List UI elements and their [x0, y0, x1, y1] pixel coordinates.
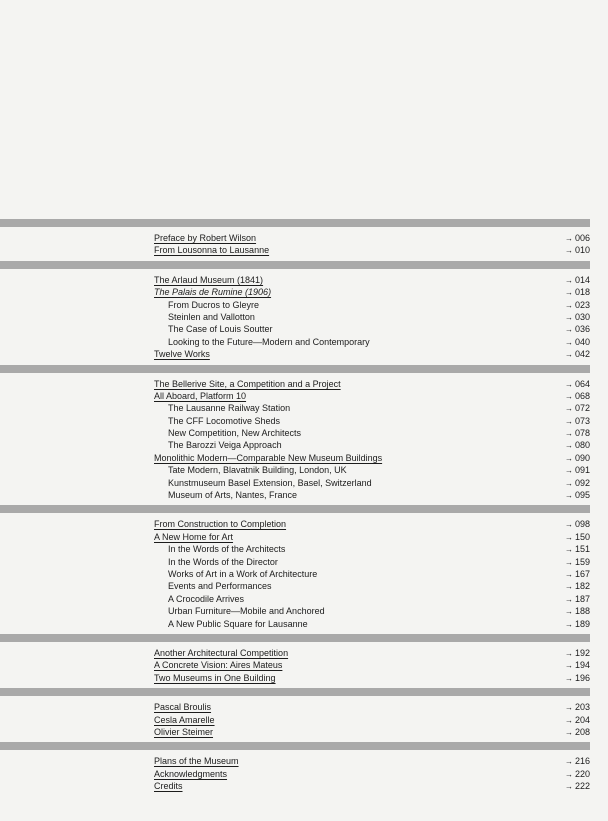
section-divider — [0, 505, 590, 513]
toc-page-number — [560, 580, 590, 593]
page-number-value: 187 — [574, 593, 590, 604]
toc-entry-title: A New Public Square for Lausanne — [168, 618, 308, 629]
arrow-right-icon: → — [564, 350, 573, 360]
arrow-right-icon: → — [564, 715, 573, 725]
toc-page-number — [560, 244, 590, 257]
toc-entry-title[interactable]: From Lousonna to Lausanne — [154, 245, 270, 256]
page-number-value: 078 — [574, 428, 590, 439]
toc-entry-title: Steinlen and Vallotton — [168, 311, 255, 322]
toc-entry-title[interactable]: Cesla Amarelle — [154, 714, 215, 725]
arrow-right-icon: → — [564, 300, 573, 310]
toc-entry-title: A Crocodile Arrives — [168, 593, 245, 604]
toc-page-number — [560, 232, 590, 245]
page-number-value: 204 — [574, 714, 590, 725]
arrow-right-icon: → — [564, 757, 573, 767]
toc-entry[interactable] — [0, 348, 590, 360]
toc-entry-title: Tate Modern, Blavatnik Building, London, UK — [168, 465, 347, 476]
toc-page-number — [560, 780, 590, 793]
page-number-value: 189 — [574, 618, 590, 629]
toc-page-number — [560, 647, 590, 660]
arrow-right-icon: → — [564, 466, 573, 476]
toc-entry[interactable] — [0, 726, 590, 738]
toc-subentry — [0, 402, 590, 414]
toc-entry[interactable] — [0, 768, 590, 780]
toc-entry[interactable] — [0, 531, 590, 543]
toc-entry[interactable] — [0, 452, 590, 464]
arrow-right-icon: → — [564, 673, 573, 683]
toc-page-number — [560, 348, 590, 361]
toc-entry[interactable] — [0, 518, 590, 530]
arrow-right-icon: → — [564, 416, 573, 426]
toc-section — [0, 750, 590, 796]
toc-entry-title: Museum of Arts, Nantes, France — [168, 490, 298, 501]
toc-page-number — [560, 768, 590, 781]
toc-section — [0, 227, 590, 261]
page-number-value: 014 — [574, 274, 590, 285]
toc-page-number — [560, 556, 590, 569]
arrow-right-icon: → — [564, 391, 573, 401]
toc-page-number — [560, 336, 590, 349]
toc-page-number — [560, 415, 590, 428]
toc-subentry — [0, 556, 590, 568]
section-divider — [0, 634, 590, 642]
toc-page-number — [560, 286, 590, 299]
toc-page-number — [560, 464, 590, 477]
toc-entry[interactable] — [0, 701, 590, 713]
page-number-value: 188 — [574, 606, 590, 617]
toc-entry-title: Looking to the Future—Modern and Contemporary — [168, 336, 370, 347]
page-number-value: 023 — [574, 299, 590, 310]
toc-page-number — [560, 531, 590, 544]
toc-page-number — [560, 477, 590, 490]
page-number-value: 092 — [574, 477, 590, 488]
toc-subentry — [0, 580, 590, 592]
toc-entry-title[interactable]: Preface by Robert Wilson — [154, 233, 257, 243]
toc-page-number — [560, 274, 590, 287]
toc-page-number — [560, 618, 590, 631]
arrow-right-icon: → — [564, 491, 573, 501]
page-number-value: 194 — [574, 660, 590, 671]
toc-section — [0, 373, 590, 506]
toc-page-number — [560, 543, 590, 556]
toc-entry[interactable] — [0, 232, 590, 244]
toc-page-number — [560, 672, 590, 685]
toc-page-number — [560, 311, 590, 324]
arrow-right-icon: → — [564, 532, 573, 542]
toc-entry[interactable] — [0, 390, 590, 402]
arrow-right-icon: → — [564, 325, 573, 335]
toc-page-number — [560, 714, 590, 727]
toc-entry[interactable] — [0, 755, 590, 767]
toc-entry-title[interactable]: Pascal Broulis — [154, 702, 212, 713]
toc-entry-title: New Competition, New Architects — [168, 428, 302, 439]
toc-section — [0, 513, 590, 634]
toc-page-number — [560, 402, 590, 415]
page-number-value: 192 — [574, 647, 590, 658]
arrow-right-icon: → — [564, 619, 573, 629]
toc-entry-title[interactable]: All Aboard, Platform 10 — [154, 390, 247, 401]
section-divider — [0, 365, 590, 373]
toc-entry-title[interactable]: Another Architectural Competition — [154, 647, 289, 658]
page-number-value: 018 — [574, 287, 590, 298]
arrow-right-icon: → — [564, 520, 573, 530]
page-number-value: 072 — [574, 403, 590, 414]
page-number-value: 073 — [574, 415, 590, 426]
toc-page-number — [560, 605, 590, 618]
toc-subentry — [0, 477, 590, 489]
arrow-right-icon: → — [564, 404, 573, 414]
toc-page-number — [560, 299, 590, 312]
arrow-right-icon: → — [564, 648, 573, 658]
arrow-right-icon: → — [564, 727, 573, 737]
section-divider — [0, 219, 590, 227]
toc-entry-title[interactable]: Olivier Steimer — [154, 726, 214, 737]
arrow-right-icon: → — [564, 441, 573, 451]
page-number-value: 068 — [574, 390, 590, 401]
toc-entry-title: The CFF Locomotive Sheds — [168, 415, 281, 426]
arrow-right-icon: → — [564, 557, 573, 567]
toc-entry-title: In the Words of the Architects — [168, 544, 286, 555]
arrow-right-icon: → — [564, 234, 573, 243]
arrow-right-icon: → — [564, 703, 573, 713]
toc-entry-title: The Case of Louis Soutter — [168, 324, 273, 335]
toc-entry[interactable] — [0, 286, 590, 298]
page-number-value: 036 — [574, 324, 590, 335]
page-number-value: 040 — [574, 336, 590, 347]
page-number-value: 010 — [574, 245, 590, 256]
page-number-value: 030 — [574, 311, 590, 322]
arrow-right-icon: → — [564, 288, 573, 298]
toc-page-number — [560, 427, 590, 440]
page-number-value: 150 — [574, 531, 590, 542]
toc-subentry — [0, 439, 590, 451]
page-number-value: 091 — [574, 465, 590, 476]
toc-entry-title: Works of Art in a Work of Architecture — [168, 568, 318, 579]
toc-subentry — [0, 427, 590, 439]
toc-entry-title: Kunstmuseum Basel Extension, Basel, Switzerland — [168, 477, 372, 488]
toc-entry[interactable] — [0, 244, 590, 256]
page-number-value: 095 — [574, 490, 590, 501]
toc-entry[interactable] — [0, 659, 590, 671]
table-of-contents — [0, 219, 590, 796]
section-divider — [0, 742, 590, 750]
toc-entry[interactable] — [0, 274, 590, 286]
toc-entry-title[interactable]: Plans of the Museum — [154, 756, 239, 767]
toc-entry-title[interactable]: From Construction to Completion — [154, 519, 287, 530]
toc-subentry — [0, 568, 590, 580]
toc-entry[interactable] — [0, 780, 590, 792]
page-number-value: 182 — [574, 581, 590, 592]
page-number-value: 006 — [574, 233, 590, 243]
page-number-value: 216 — [574, 756, 590, 767]
toc-page-number — [560, 518, 590, 531]
arrow-right-icon: → — [564, 661, 573, 671]
toc-subentry — [0, 543, 590, 555]
toc-subentry — [0, 299, 590, 311]
toc-page-number — [560, 726, 590, 739]
toc-entry-title: From Ducros to Gleyre — [168, 299, 260, 310]
arrow-right-icon: → — [564, 429, 573, 439]
page-number-value: 167 — [574, 568, 590, 579]
toc-subentry — [0, 336, 590, 348]
page-number-value: 098 — [574, 519, 590, 530]
toc-page-number — [560, 452, 590, 465]
toc-page-number — [560, 755, 590, 768]
toc-section — [0, 269, 590, 365]
page-number-value: 203 — [574, 702, 590, 713]
toc-entry-title[interactable]: Monolithic Modern—Comparable New Museum Buildings — [154, 452, 383, 463]
toc-entry-title: In the Words of the Director — [168, 556, 278, 567]
arrow-right-icon: → — [564, 569, 573, 579]
toc-entry-title[interactable]: A New Home for Art — [154, 531, 234, 542]
page-number-value: 208 — [574, 726, 590, 737]
arrow-right-icon: → — [564, 312, 573, 322]
page-number-value: 220 — [574, 768, 590, 779]
arrow-right-icon: → — [564, 607, 573, 617]
toc-page-number — [560, 593, 590, 606]
toc-subentry — [0, 618, 590, 630]
arrow-right-icon: → — [564, 545, 573, 555]
page-number-value: 080 — [574, 440, 590, 451]
page-number-value: 064 — [574, 378, 590, 389]
page-number-value: 159 — [574, 556, 590, 567]
toc-entry-title[interactable]: Two Museums in One Building — [154, 672, 276, 683]
toc-entry-title[interactable]: Credits — [154, 781, 183, 792]
toc-page-number — [560, 439, 590, 452]
toc-page-number — [560, 378, 590, 391]
toc-entry-title[interactable]: Twelve Works — [154, 349, 210, 360]
toc-subentry — [0, 323, 590, 335]
toc-entry-title: Events and Performances — [168, 581, 272, 592]
arrow-right-icon: → — [564, 582, 573, 592]
toc-page-number — [560, 659, 590, 672]
toc-entry-title[interactable]: Acknowledgments — [154, 768, 228, 779]
toc-page-number — [560, 390, 590, 403]
toc-entry[interactable] — [0, 714, 590, 726]
page-number-value: 222 — [574, 781, 590, 792]
toc-subentry — [0, 311, 590, 323]
toc-subentry — [0, 605, 590, 617]
toc-entry[interactable] — [0, 378, 590, 390]
toc-entry-title[interactable]: The Palais de Rumine (1906) — [154, 287, 272, 298]
toc-entry-title[interactable]: The Bellerive Site, a Competition and a Project — [154, 378, 341, 389]
toc-section — [0, 696, 590, 742]
arrow-right-icon: → — [564, 337, 573, 347]
toc-section — [0, 642, 590, 688]
toc-subentry — [0, 489, 590, 501]
section-divider — [0, 261, 590, 269]
toc-subentry — [0, 593, 590, 605]
toc-entry-title: The Barozzi Veiga Approach — [168, 440, 282, 451]
arrow-right-icon: → — [564, 379, 573, 389]
arrow-right-icon: → — [564, 782, 573, 792]
toc-entry-title[interactable]: A Concrete Vision: Aires Mateus — [154, 660, 283, 671]
page-number-value: 042 — [574, 349, 590, 360]
arrow-right-icon: → — [564, 275, 573, 285]
toc-page-number — [560, 701, 590, 714]
toc-page-number — [560, 568, 590, 581]
arrow-right-icon: → — [564, 478, 573, 488]
page-number-value: 151 — [574, 544, 590, 555]
page-number-value: 090 — [574, 452, 590, 463]
toc-entry[interactable] — [0, 672, 590, 684]
arrow-right-icon: → — [564, 594, 573, 604]
toc-entry-title: The Lausanne Railway Station — [168, 403, 291, 414]
toc-page-number — [560, 323, 590, 336]
arrow-right-icon: → — [564, 246, 573, 256]
section-divider — [0, 688, 590, 696]
toc-entry-title[interactable]: The Arlaud Museum (1841) — [154, 274, 264, 285]
toc-entry-title: Urban Furniture—Mobile and Anchored — [168, 606, 325, 617]
toc-entry[interactable] — [0, 647, 590, 659]
toc-page-number — [560, 489, 590, 502]
arrow-right-icon: → — [564, 769, 573, 779]
page-number-value: 196 — [574, 672, 590, 683]
toc-subentry — [0, 464, 590, 476]
toc-subentry — [0, 415, 590, 427]
arrow-right-icon: → — [564, 453, 573, 463]
